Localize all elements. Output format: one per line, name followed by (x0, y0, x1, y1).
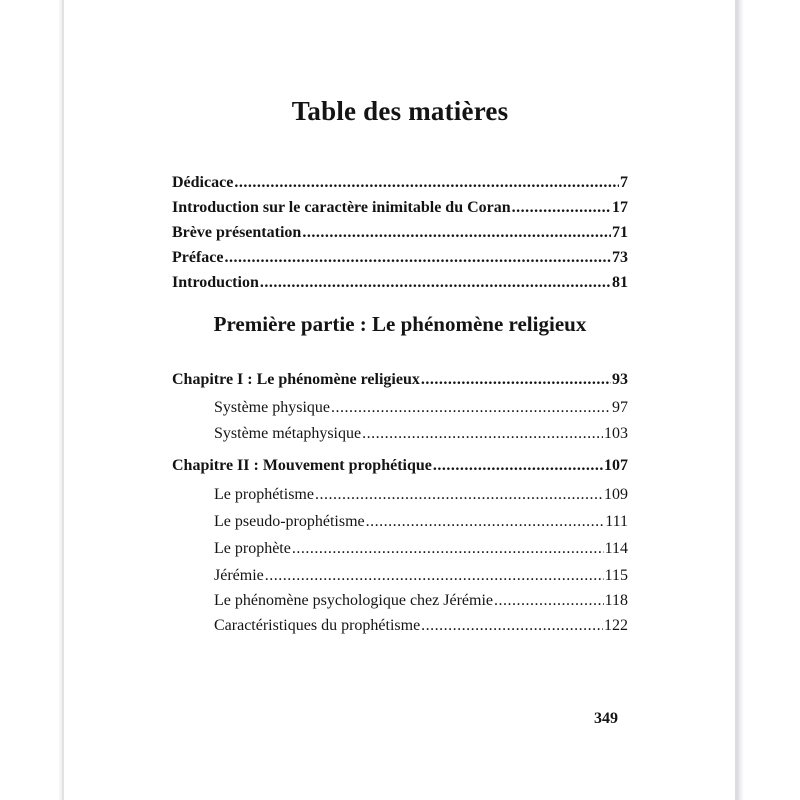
toc-section (214, 538, 628, 560)
part-title: Première partie : Le phénomène religieux (213, 312, 587, 336)
toc-section-page: 109 (604, 486, 628, 503)
dot-leader (331, 397, 611, 419)
toc-entry-introduction (172, 272, 628, 294)
toc-section (214, 615, 628, 637)
toc-section-label: Le prophétisme (214, 486, 314, 503)
toc-entry-label: Introduction sur le caractère inimitable du Coran (172, 199, 511, 216)
dot-leader (234, 172, 619, 194)
toc-section-label: Système métaphysique (214, 425, 362, 442)
dot-leader (265, 565, 604, 587)
toc-section-page: 114 (604, 540, 628, 557)
toc-entry-page: 73 (612, 249, 628, 266)
dot-leader (366, 511, 605, 533)
toc-section-label: Jérémie (214, 567, 264, 584)
toc-entry-label: Préface (172, 249, 224, 266)
toc-title: Table des matières (291, 96, 509, 126)
toc-section-page: 103 (604, 425, 628, 442)
toc-section-label: Le phénomène psychologique chez Jérémie (214, 592, 493, 609)
toc-chapter-label: Chapitre II : Mouvement prophétique (172, 457, 432, 474)
toc-section (214, 590, 628, 612)
dot-leader (292, 538, 604, 560)
toc-section-page: 122 (604, 617, 628, 634)
toc-section (214, 423, 628, 445)
toc-section-label: Caractéristiques du prophétisme (214, 617, 421, 634)
toc-entry-label: Introduction (172, 274, 259, 291)
toc-entry-dedicace (172, 172, 628, 194)
toc-entry-page: 17 (612, 199, 628, 216)
toc-chapter-label: Chapitre I : Le phénomène religieux (172, 371, 420, 388)
toc-entry-page: 71 (612, 224, 628, 241)
toc-entry-introduction-coran (172, 197, 628, 219)
dot-leader (512, 197, 611, 219)
dot-leader (494, 590, 604, 612)
dot-leader (302, 222, 611, 244)
toc-entry-page: 81 (612, 274, 628, 291)
toc-section-label: Le pseudo-prophétisme (214, 513, 365, 530)
dot-leader (225, 247, 611, 269)
toc-entry-page: 7 (620, 174, 628, 191)
toc-section-page: 111 (605, 513, 628, 530)
toc-section-label: Le prophète (214, 540, 291, 557)
dot-leader (315, 484, 603, 506)
toc-section (214, 565, 628, 587)
dot-leader (362, 423, 603, 445)
dot-leader (433, 455, 603, 477)
toc-section-page: 97 (612, 399, 628, 416)
toc-section (214, 397, 628, 419)
toc-entry-label: Dédicace (172, 174, 234, 191)
toc-section (214, 484, 628, 506)
toc-chapter-page: 93 (612, 371, 628, 388)
toc-chapter-1 (172, 369, 628, 391)
page-number: 349 (594, 710, 618, 727)
toc-section-label: Système physique (214, 399, 330, 416)
toc-entry-preface (172, 247, 628, 269)
toc-section (214, 511, 628, 533)
dot-leader (421, 615, 603, 637)
toc-section-page: 115 (604, 567, 628, 584)
toc-chapter-page: 107 (604, 457, 628, 474)
toc-entry-breve-presentation (172, 222, 628, 244)
toc-section-page: 118 (604, 592, 628, 609)
toc-entry-label: Brève présentation (172, 224, 302, 241)
toc-chapter-2 (172, 455, 628, 477)
dot-leader (260, 272, 611, 294)
dot-leader (421, 369, 611, 391)
